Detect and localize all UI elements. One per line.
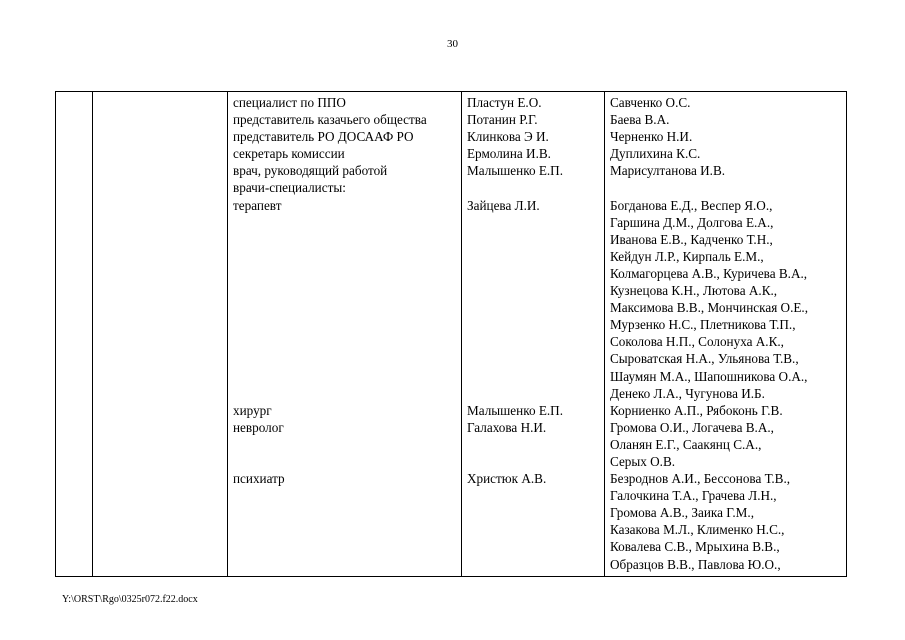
table-cell-line: хирург: [233, 402, 272, 418]
table-cell-line: Корниенко А.П., Рябоконь Г.В.: [610, 402, 783, 418]
table-cell-line: Громова А.В., Заика Г.М.,: [610, 505, 755, 521]
table-cell-line: Марисултанова И.В.: [610, 163, 726, 179]
table-cell-line: [467, 333, 563, 350]
table-cell-line: [467, 521, 563, 538]
table-cell-line: [467, 231, 563, 248]
table-column-divider: [461, 92, 462, 576]
table-cell-line: [233, 487, 427, 504]
table-cell-line: представитель казачьего общества: [233, 112, 427, 128]
table-cell-line: терапевт: [233, 197, 282, 213]
footer-file-path: Y:\ORST\Rgo\0325r072.f22.docx: [62, 594, 198, 605]
table-column-divider: [92, 92, 93, 576]
table-cell-line: [233, 350, 427, 367]
table-cell-line: [467, 179, 563, 196]
table-cell-line: [233, 538, 427, 555]
table-cell-line: [233, 214, 427, 231]
table-cell-line: Соколова Н.П., Солонуха А.К.,: [610, 334, 784, 350]
table-cell-line: Черненко Н.И.: [610, 129, 693, 145]
table-cell-line: [467, 453, 563, 470]
table-column-divider: [604, 92, 605, 576]
table-cell-line: психиатр: [233, 471, 285, 487]
table-cell-line: [467, 385, 563, 402]
table-cell-line: Серых О.В.: [610, 453, 676, 469]
table-cell-line: врач, руководящий работой: [233, 163, 388, 179]
table-cell-line: Малышенко Е.П.: [467, 163, 564, 179]
table-cell-line: [467, 504, 563, 521]
table-cell-line: [467, 487, 563, 504]
table-cell-line: [467, 265, 563, 282]
table-cell-line: Галахова Н.И.: [467, 419, 547, 435]
table-cell-line: [233, 556, 427, 573]
table-cell-line: [233, 504, 427, 521]
table-cell-line: Галочкина Т.А., Грачева Л.Н.,: [610, 488, 777, 504]
table-cell-line: Христюк А.В.: [467, 471, 547, 487]
table-cell-line: Малышенко Е.П.: [467, 402, 564, 418]
table-cell-line: Громова О.И., Логачева В.А.,: [610, 419, 774, 435]
table-cell-line: [467, 350, 563, 367]
table-cell-line: специалист по ППО: [233, 95, 346, 110]
table-cell-line: Кузнецова К.Н., Лютова А.К.,: [610, 283, 778, 299]
table-cell-line: Максимова В.В., Мончинская О.Е.,: [610, 300, 809, 316]
reserve-members-column: [610, 94, 808, 573]
table-cell-line: Образцов В.В., Павлова Ю.О.,: [610, 556, 781, 572]
table-cell-line: [467, 214, 563, 231]
table-cell-line: Иванова Е.В., Кадченко Т.Н.,: [610, 231, 773, 247]
table-cell-line: [467, 316, 563, 333]
table-cell-line: [467, 248, 563, 265]
table-cell-line: [467, 436, 563, 453]
table-cell-line: Казакова М.Л., Клименко Н.С.,: [610, 522, 785, 538]
table-cell-line: врачи-специалисты:: [233, 180, 346, 196]
table-cell-line: Мурзенко Н.С., Плетникова Т.П.,: [610, 317, 796, 333]
table-cell-line: Оланян Е.Г., Саакянц С.А.,: [610, 436, 762, 452]
table-cell-line: [233, 521, 427, 538]
table-cell-line: Клинкова Э И.: [467, 129, 549, 145]
table-cell-line: Сыроватская Н.А., Ульянова Т.В.,: [610, 351, 799, 367]
table-cell-line: [233, 231, 427, 248]
table-cell-line: представитель РО ДОСААФ РО: [233, 129, 414, 145]
table-cell-line: [233, 385, 427, 402]
table-cell-line: [233, 265, 427, 282]
table-cell-line: Денеко Л.А., Чугунова И.Б.: [610, 385, 765, 401]
table-cell-line: [233, 368, 427, 385]
page-number: 30: [447, 38, 458, 50]
table-cell-line: [467, 299, 563, 316]
table-cell-line: [233, 282, 427, 299]
table-cell-line: [467, 282, 563, 299]
table-cell-line: Баева В.А.: [610, 112, 670, 128]
table-cell-line: [233, 316, 427, 333]
table-cell-line: Ермолина И.В.: [467, 146, 551, 162]
table-cell-line: Гаршина Д.М., Долгова Е.А.,: [610, 214, 774, 230]
roles-column: [233, 94, 427, 573]
table-cell-line: Кейдун Л.Р., Кирпаль Е.М.,: [610, 248, 764, 264]
table-cell-line: секретарь комиссии: [233, 146, 345, 162]
table-cell-line: Богданова Е.Д., Веспер Я.О.,: [610, 197, 773, 213]
table-cell-line: Пластун Е.О.: [467, 95, 542, 110]
table-cell-line: [233, 333, 427, 350]
commission-table: [55, 91, 847, 577]
table-cell-line: Колмагорцева А.В., Куричева В.А.,: [610, 265, 808, 281]
main-members-column: [467, 94, 563, 573]
table-cell-line: Зайцева Л.И.: [467, 197, 540, 213]
table-cell-line: [467, 368, 563, 385]
table-cell-line: [610, 179, 808, 196]
table-cell-line: [233, 453, 427, 470]
table-cell-line: Потанин Р.Г.: [467, 112, 538, 128]
table-cell-line: [233, 436, 427, 453]
table-cell-line: Дуплихина К.С.: [610, 146, 701, 162]
table-cell-line: Ковалева С.В., Мрыхина В.В.,: [610, 539, 780, 555]
table-cell-line: Савченко О.С.: [610, 95, 691, 110]
table-cell-line: Безроднов А.И., Бессонова Т.В.,: [610, 471, 791, 487]
table-cell-line: [467, 538, 563, 555]
table-cell-line: [467, 556, 563, 573]
table-column-divider: [227, 92, 228, 576]
table-cell-line: [233, 299, 427, 316]
table-cell-line: невролог: [233, 419, 284, 435]
table-cell-line: Шаумян М.А., Шапошникова О.А.,: [610, 368, 808, 384]
table-cell-line: [233, 248, 427, 265]
